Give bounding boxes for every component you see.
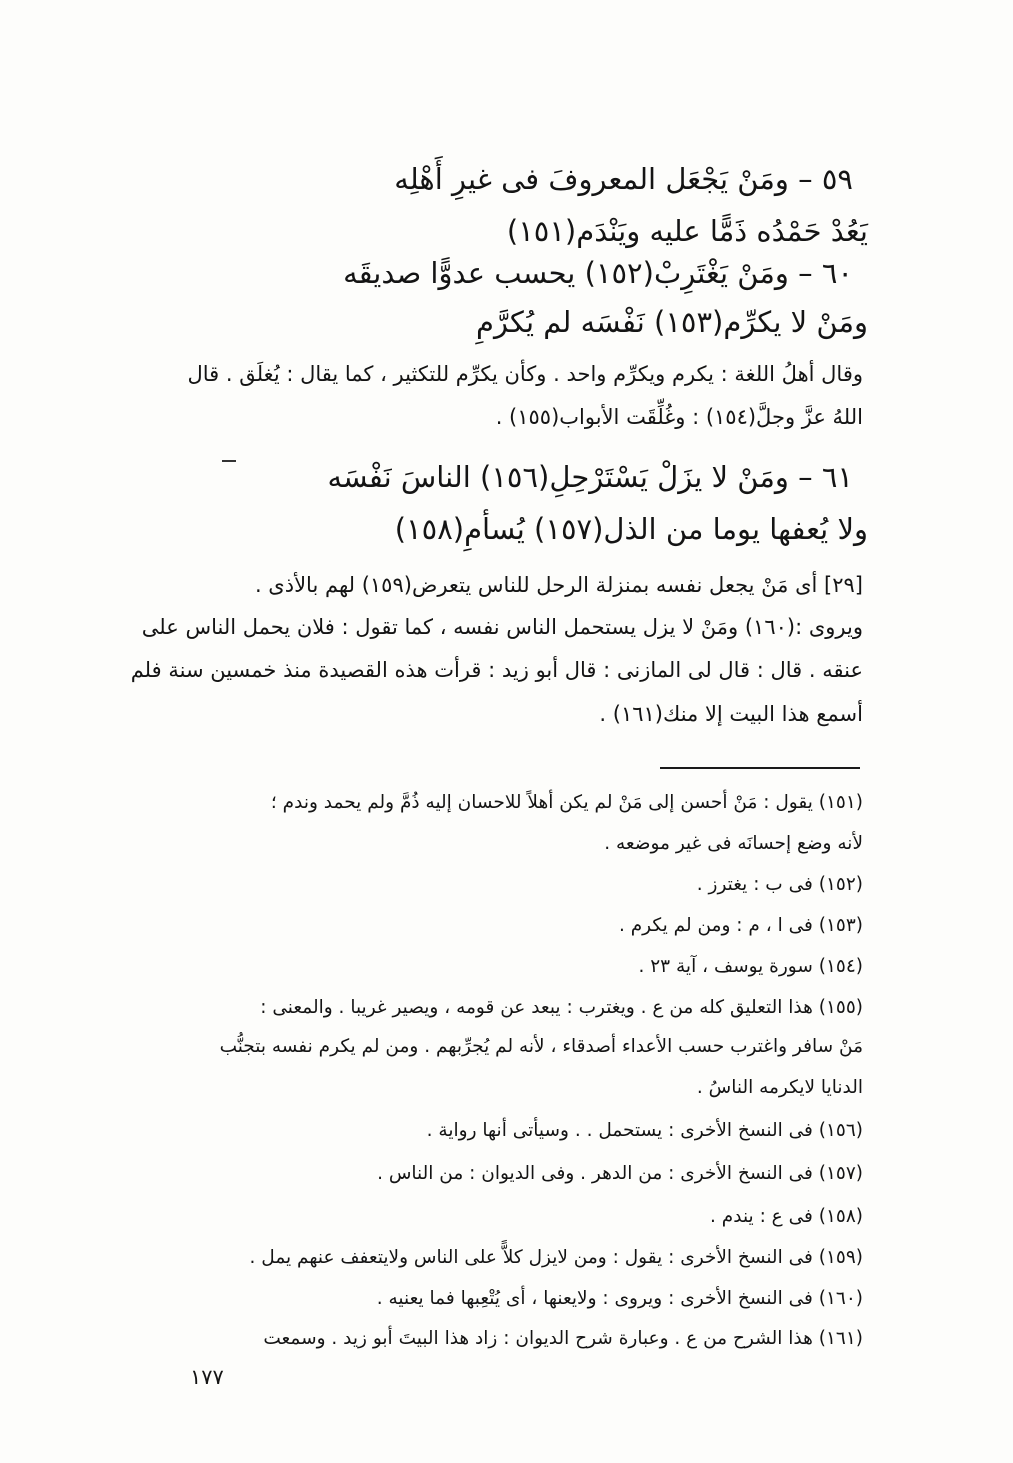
commentary-line-4: أسمع هذا البيت إلا منك(١٦١) . — [599, 702, 863, 726]
verse-61-first-hemistich: ٦١ – ومَنْ لا يزَلْ يَسْتَرْحِلِ(١٥٦) الناسَ نَفْسَه — [327, 460, 853, 494]
commentary-line-1: [٢٩] أى مَنْ يجعل نفسه بمنزلة الرحل للناس يتعرض(١٥٩) لهم بالأذى . — [254, 573, 863, 597]
footnote-161: (١٦١) هذا الشرح من ع . وعبارة شرح الديوان : زاد هذا البيتَ أبو زيد . وسمعت — [263, 1328, 863, 1349]
footnote-155-line-1: (١٥٥) هذا التعليق كله من ع . ويغترب : يبعد عن قومه ، ويصير غريبا . والمعنى : — [260, 997, 863, 1018]
commentary-line-2: ويروى :(١٦٠) ومَنْ لا يزل يستحمل الناس نفسه ، كما تقول : فلان يحمل الناس على — [141, 615, 863, 639]
verse-59-second-hemistich: يَعُدْ حَمْدُه ذَمًّا عليه ويَنْدَم(١٥١) — [506, 214, 868, 248]
page-number: ١٧٧ — [190, 1365, 224, 1389]
prose-line-2: اللهُ عزَّ وجلَّ(١٥٤) : وغُلِّقَت الأبواب(١٥٥) . — [495, 405, 863, 429]
footnote-160: (١٦٠) فى النسخ الأخرى : ويروى : ولايعنها ، أى يُتْعِبها فما يعنيه . — [376, 1288, 863, 1309]
footnote-159: (١٥٩) فى النسخ الأخرى : يقول : ومن لايزل كلاًّ على الناس ولايتعفف عنهم يمل . — [249, 1247, 863, 1268]
footnote-156: (١٥٦) فى النسخ الأخرى : يستحمل . . وسيأتى أنها رواية . — [426, 1120, 863, 1141]
footnote-151-line-2: لأنه وضع إحسانَه فى غير موضعه . — [604, 833, 863, 854]
footnote-155-line-3: الدنايا لايكرمه الناسُ . — [696, 1077, 863, 1098]
footnote-153: (١٥٣) فى ا ، م : ومن لم يكرم . — [618, 915, 863, 936]
footnote-152: (١٥٢) فى ب : يغترز . — [696, 874, 863, 895]
footnote-158: (١٥٨) فى ع : يندم . — [710, 1206, 863, 1227]
footnote-154: (١٥٤) سورة يوسف ، آية ٢٣ . — [638, 956, 863, 977]
verse-59-first-hemistich: ٥٩ – ومَنْ يَجْعَل المعروفَ فى غيرِ أَهْلِه — [394, 162, 853, 196]
verse-61-second-hemistich: ولا يُعفها يوما من الذل(١٥٧) يُسأمِ(١٥٨) — [394, 512, 868, 546]
stray-dash-mark — [222, 460, 236, 462]
commentary-line-3: عنقه . قال : قال لى المازنى : قال أبو زيد : قرأت هذه القصيدة منذ خمسين سنة فلم — [130, 658, 863, 682]
footnote-separator — [660, 767, 860, 769]
footnote-157: (١٥٧) فى النسخ الأخرى : من الدهر . وفى الديوان : من الناس . — [377, 1163, 863, 1184]
footnote-155-line-2: مَنْ سافر واغترب حسب الأعداء أصدقاء ، لأنه لم يُجرِّبهم . ومن لم يكرم نفسه بتجنُّب — [219, 1036, 863, 1057]
footnote-151-line-1: (١٥١) يقول : مَنْ أحسن إلى مَنْ لم يكن أهلاً للاحسان إليه ذُمَّ ولم يحمد وندم ؛ — [270, 792, 863, 813]
prose-line-1: وقال أهلُ اللغة : يكرم ويكرِّم واحد . وكأن يكرِّم للتكثير ، كما يقال : يُغلَق . قال — [187, 362, 863, 386]
verse-60-second-hemistich: ومَنْ لا يكرِّم(١٥٣) نَفْسَه لم يُكرَّمِ — [476, 305, 868, 339]
verse-60-first-hemistich: ٦٠ – ومَنْ يَغْتَرِبْ(١٥٢) يحسب عدوًّا صديقَه — [343, 256, 853, 290]
